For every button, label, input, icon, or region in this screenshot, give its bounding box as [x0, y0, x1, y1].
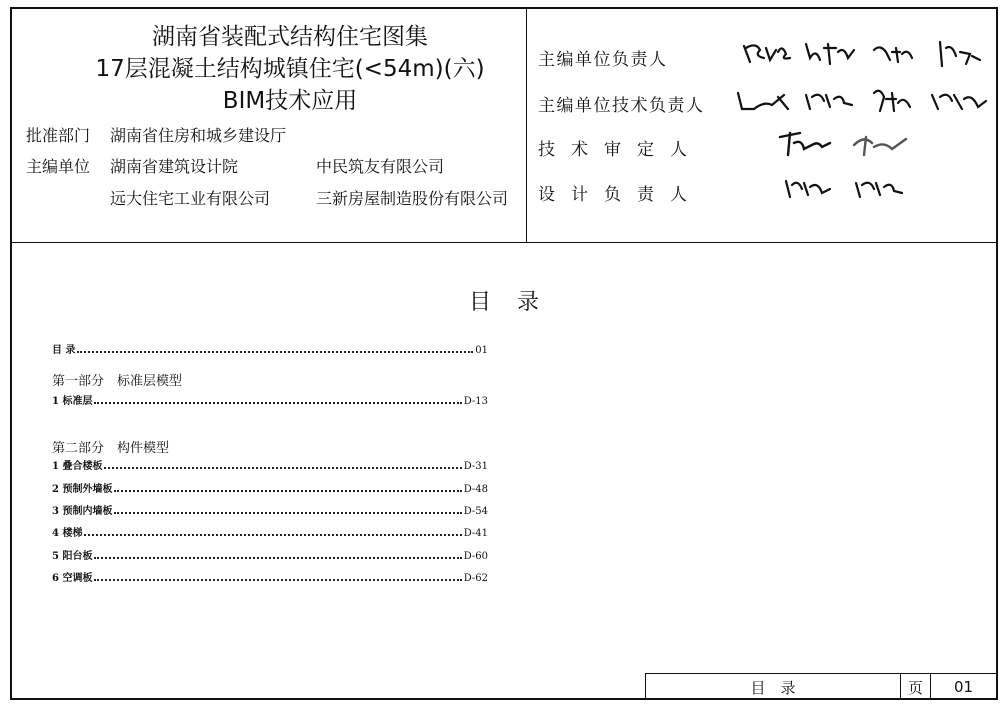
toc-entry-page: D-13	[463, 396, 488, 407]
toc-entry-name: 6 空调板	[52, 573, 93, 584]
signature-row-3	[776, 127, 926, 161]
role-label: 主编单位技术负责人	[538, 96, 705, 116]
atlas-subtitle: 17层混凝土结构城镇住宅(<54m)(六)	[95, 56, 485, 82]
toc-entry[interactable]	[52, 481, 488, 495]
approval-org: 湖南省住房和城乡建设厅	[110, 126, 287, 145]
approval-label: 批准部门	[26, 126, 91, 145]
toc-entry-page: D-62	[463, 573, 488, 584]
signature-row-4	[782, 173, 922, 205]
page-number: 01	[930, 673, 996, 700]
toc-entry-name: 1 标准层	[52, 396, 93, 407]
part-title: 第二部分 构件模型	[52, 441, 170, 456]
leader-dots	[104, 467, 461, 469]
editor-org: 中民筑友有限公司	[316, 157, 445, 176]
leader-dots	[94, 557, 461, 559]
part-title: 第一部分 标准层模型	[52, 374, 183, 389]
toc-entry-name: 5 阳台板	[52, 551, 93, 562]
toc-entry-name: 4 楼梯	[52, 528, 83, 539]
role-label: 技术审定人	[538, 140, 703, 160]
leader-dots	[84, 534, 461, 536]
toc-entry-page: D-54	[463, 506, 488, 517]
editor-label: 主编单位	[26, 157, 91, 176]
signature-row-1	[740, 38, 990, 74]
toc-entry-name: 1 叠合楼板	[52, 461, 103, 472]
toc-entry[interactable]	[52, 525, 488, 539]
leader-dots	[94, 402, 461, 404]
editor-org: 湖南省建筑设计院	[110, 157, 239, 176]
atlas-topic: BIM技术应用	[222, 88, 358, 114]
toc-entry[interactable]	[52, 503, 488, 517]
toc-entry-page: 01	[475, 345, 488, 356]
role-label: 主编单位负责人	[538, 50, 668, 70]
toc-entry-page: D-41	[463, 528, 488, 539]
toc-entry-page: D-31	[463, 461, 488, 472]
editor-org: 远大住宅工业有限公司	[110, 189, 271, 208]
sheet-title: 目 录	[645, 673, 900, 700]
editor-org: 三新房屋制造股份有限公司	[316, 189, 509, 208]
leader-dots	[77, 351, 473, 353]
toc-entry[interactable]	[52, 570, 488, 584]
toc-entry-page: D-60	[463, 551, 488, 562]
toc-entry[interactable]	[52, 458, 488, 472]
toc-heading: 目录	[468, 290, 565, 315]
toc-entry[interactable]	[52, 342, 488, 356]
toc-entry[interactable]	[52, 393, 488, 407]
header-divider	[10, 242, 998, 243]
toc-entry[interactable]	[52, 548, 488, 562]
toc-entry-name: 2 预制外墙板	[52, 484, 113, 495]
role-label: 设计负责人	[538, 185, 703, 205]
page-label: 页	[900, 673, 930, 700]
leader-dots	[94, 579, 461, 581]
leader-dots	[114, 512, 461, 514]
leader-dots	[114, 490, 461, 492]
signature-row-2	[734, 85, 1004, 121]
atlas-title: 湖南省装配式结构住宅图集	[152, 24, 428, 50]
header-column-divider	[526, 7, 527, 243]
toc-entry-name: 目 录	[52, 345, 76, 356]
toc-entry-page: D-48	[463, 484, 488, 495]
toc-entry-name: 3 预制内墙板	[52, 506, 113, 517]
